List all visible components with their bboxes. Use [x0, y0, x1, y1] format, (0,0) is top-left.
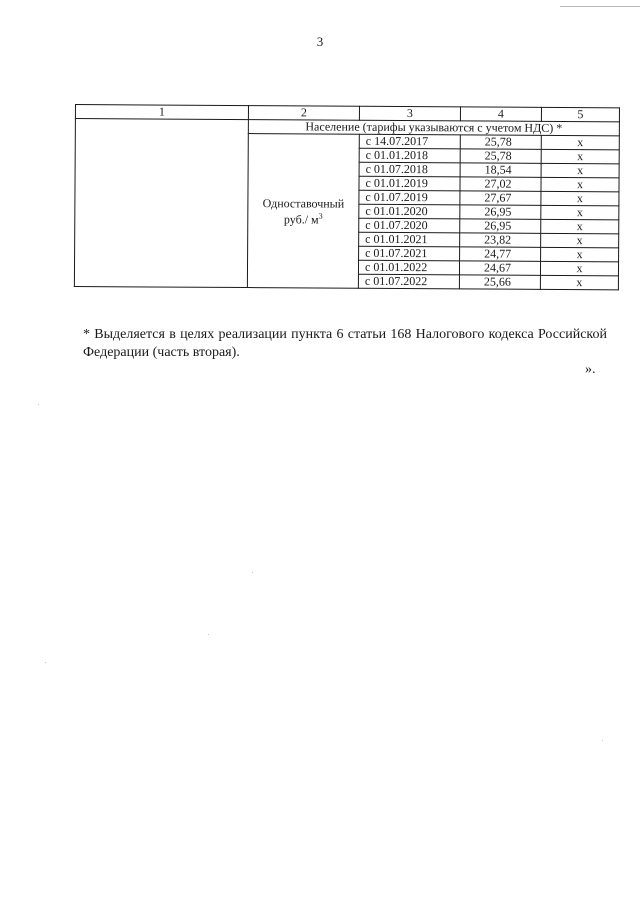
group-header: Население (тарифы указываются с учетом НДС) * [248, 120, 619, 136]
price-cell: 25,66 [459, 275, 540, 289]
price-cell: 24,67 [459, 261, 540, 275]
price-cell: 26,95 [460, 219, 541, 233]
price-cell: 26,95 [460, 205, 541, 219]
price-cell: 27,67 [460, 191, 541, 205]
vat-cell: х [541, 233, 619, 247]
period-cell: с 14.07.2017 [359, 134, 460, 149]
empty-cell [74, 119, 248, 288]
closing-quote-mark: ». [585, 362, 596, 377]
column-header: 5 [541, 107, 619, 121]
period-cell: с 01.07.2021 [359, 246, 460, 261]
scan-edge-line [560, 6, 640, 7]
vat-cell: х [540, 261, 618, 275]
tariff-name-cell [247, 134, 359, 289]
column-header: 2 [248, 106, 359, 121]
vat-cell: х [541, 163, 619, 177]
period-cell: с 01.01.2018 [359, 148, 460, 163]
scan-speck [208, 634, 209, 635]
vat-cell: х [541, 247, 619, 261]
tariff-table [74, 104, 620, 290]
price-cell: 25,78 [460, 149, 541, 163]
unit-superscript: 3 [318, 210, 323, 221]
column-header: 4 [460, 107, 541, 121]
scan-speck [602, 740, 603, 741]
scan-speck [38, 404, 39, 405]
period-cell: с 01.01.2020 [359, 204, 460, 219]
price-cell: 24,77 [460, 247, 541, 261]
footnote: * Выделяется в целях реализации пункта 6 статьи 168 Налогового кодекса Российской Федерации (часть вторая). [83, 327, 607, 360]
vat-cell: х [541, 219, 619, 233]
period-cell: с 01.07.2018 [359, 162, 460, 177]
price-cell: 18,54 [460, 163, 541, 177]
period-cell: с 01.07.2019 [359, 190, 460, 205]
vat-cell: х [540, 275, 618, 289]
tariff-unit [248, 211, 358, 228]
price-cell: 23,82 [460, 233, 541, 247]
column-header: 3 [359, 106, 460, 121]
vat-cell: х [541, 135, 619, 149]
period-cell: с 01.07.2022 [358, 274, 459, 289]
period-cell: с 01.01.2021 [359, 232, 460, 247]
period-cell: с 01.01.2019 [359, 176, 460, 191]
price-cell: 27,02 [460, 177, 541, 191]
page-number: 3 [316, 34, 324, 49]
vat-cell: х [541, 191, 619, 205]
table-group-row [75, 119, 619, 136]
unit-label: руб./ м [283, 211, 319, 226]
period-cell: с 01.07.2020 [359, 218, 460, 233]
vat-cell: х [541, 177, 619, 191]
scan-speck [252, 572, 253, 573]
period-cell: с 01.01.2022 [358, 260, 459, 275]
vat-cell: х [541, 149, 619, 163]
vat-cell: х [541, 205, 619, 219]
column-header: 1 [75, 105, 248, 120]
scan-speck [45, 662, 46, 663]
price-cell: 25,78 [460, 135, 541, 149]
tariff-name: Одноставочный [262, 195, 345, 211]
